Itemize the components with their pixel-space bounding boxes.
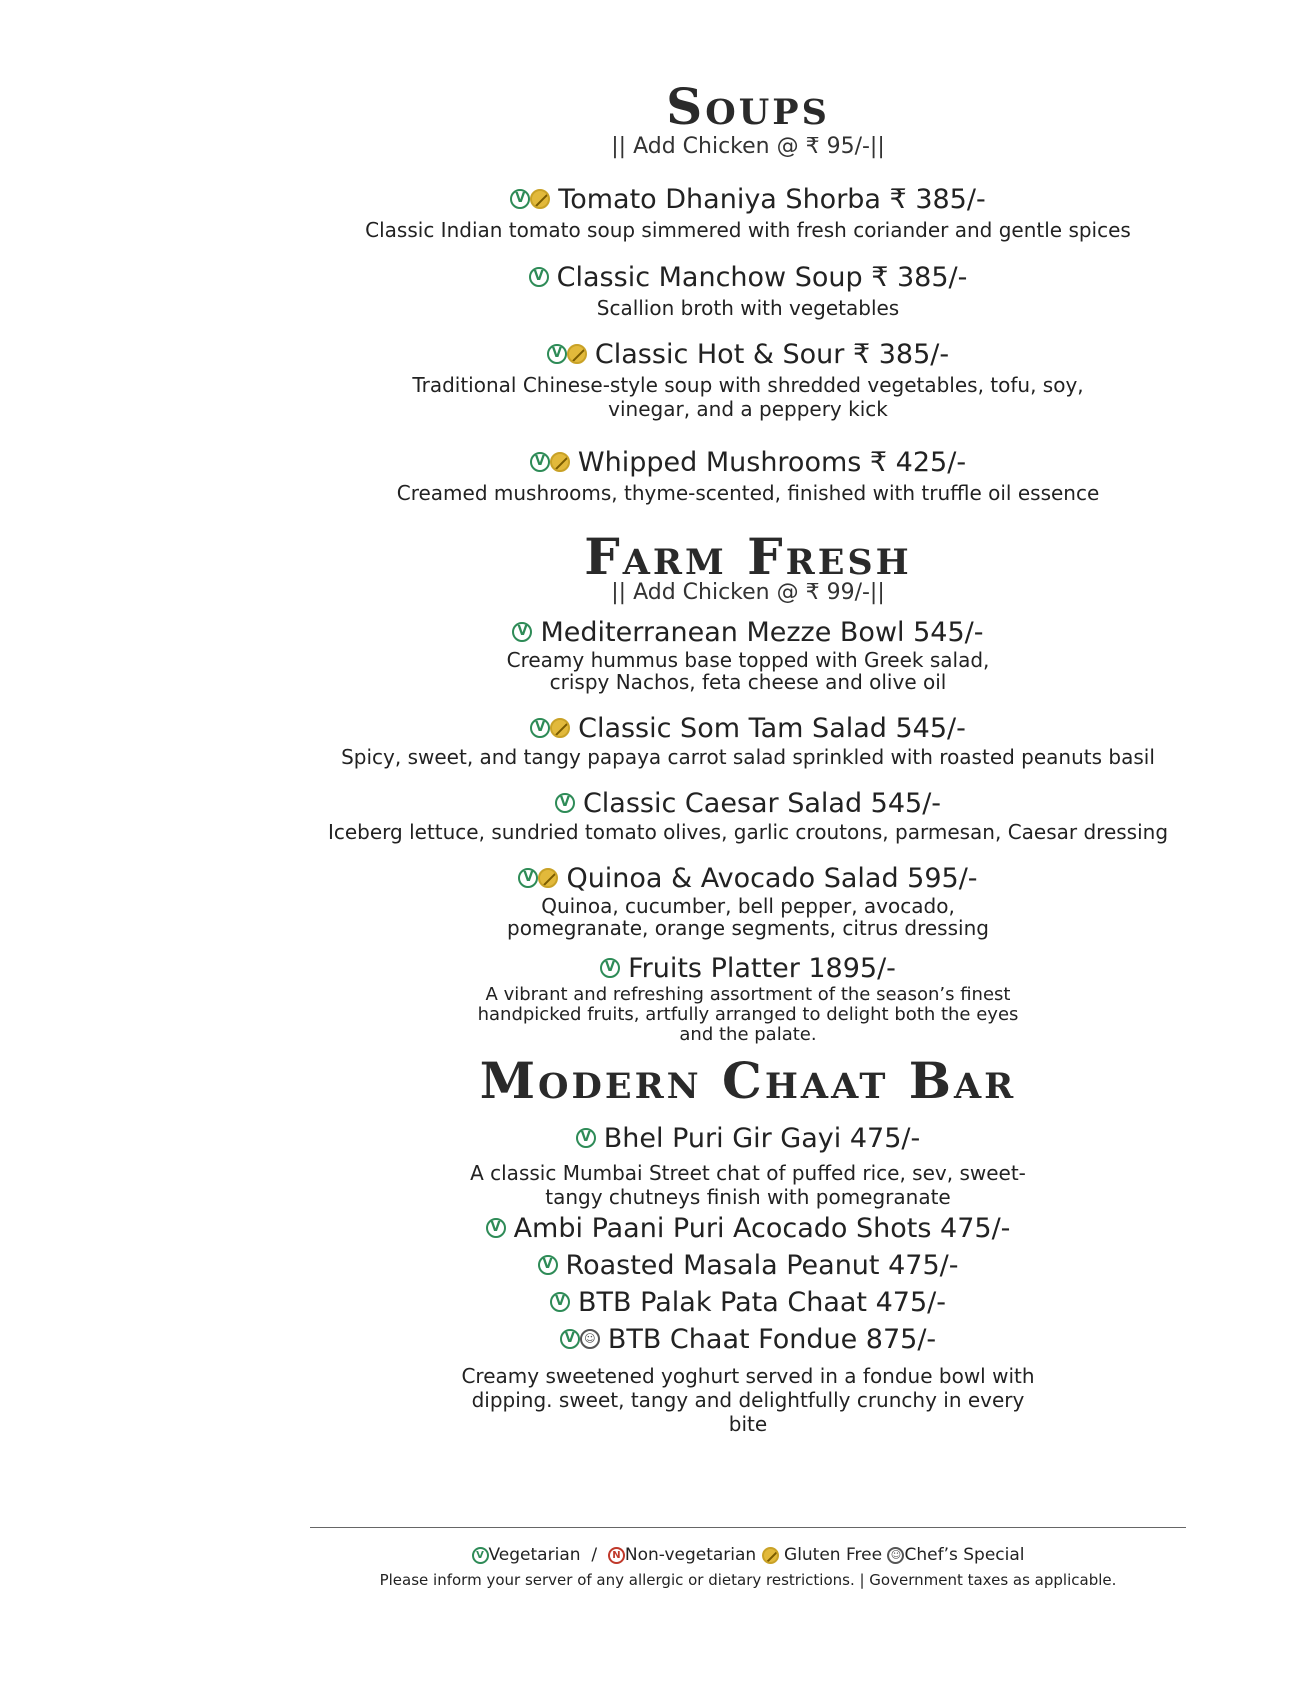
item-description: Classic Indian tomato soup simmered with fresh coriander and gentle spices [365,218,1131,242]
legend [310,1545,1186,1565]
item-name: Fruits Platter 1895/- [628,953,896,984]
item-name: Bhel Puri Gir Gayi 475/- [603,1123,921,1154]
item-description: Traditional Chinese-style soup with shredded vegetables, tofu, soy, vinegar, and a peppery kick [412,373,1084,421]
section-title-modern-chaat-bar: Modern Chaat Bar [479,1051,1017,1110]
gluten-free-icon [550,452,570,472]
item-name: Roasted Masala Peanut 475/- [565,1250,959,1281]
item-name: Ambi Paani Puri Acocado Shots 475/- [513,1213,1011,1244]
gluten-free-icon [530,189,550,209]
legend-vegetarian: Vegetarian [488,1545,581,1565]
vegetarian-icon: V [530,452,550,472]
vegetarian-icon: V [547,344,567,364]
dietary-note: Please inform your server of any allergic or dietary restrictions. | Government taxes as applicable. [379,1571,1117,1589]
menu-item [310,790,1186,844]
vegetarian-icon: V [512,622,532,642]
vegetarian-icon: V [472,1547,489,1564]
vegetarian-icon: V [576,1128,596,1148]
item-name: Whipped Mushrooms ₹ 425/- [577,447,967,478]
non-vegetarian-icon: N [608,1547,625,1564]
item-name: Mediterranean Mezze Bowl 545/- [540,617,984,648]
legend-gluten-free: Gluten Free [784,1545,883,1565]
item-description: Spicy, sweet, and tangy papaya carrot salad sprinkled with roasted peanuts basil [341,745,1155,769]
item-name: Classic Hot & Sour ₹ 385/- [594,339,950,370]
vegetarian-icon: V [560,1329,580,1349]
item-name: Classic Som Tam Salad 545/- [578,713,966,744]
section-title-soups: Soups [666,77,830,136]
vegetarian-icon: V [600,958,620,978]
vegetarian-icon: V [518,868,538,888]
item-description: A vibrant and refreshing assortment of the season’s finest handpicked fruits, artfully arranged to delight both the eyes and the palate. [477,984,1019,1045]
menu-item [310,1252,1186,1280]
item-description: A classic Mumbai Street chat of puffed rice, sev, sweet-tangy chutneys finish with pomegranate [470,1161,1026,1209]
item-description: Creamy sweetened yoghurt served in a fondue bowl with dipping. sweet, tangy and delightfully crunchy in every bite [461,1364,1035,1436]
legend-non-vegetarian: Non-vegetarian [624,1545,757,1565]
section-title-farm-fresh: Farm Fresh [584,527,912,586]
item-description: Iceberg lettuce, sundried tomato olives, garlic croutons, parmesan, Caesar dressing [327,820,1169,844]
menu-item [310,1289,1186,1317]
item-description: Creamed mushrooms, thyme-scented, finished with truffle oil essence [396,481,1100,505]
vegetarian-icon: V [555,793,575,813]
item-name: BTB Palak Pata Chaat 475/- [578,1287,946,1318]
menu-item [310,1215,1186,1243]
legend-chefs-special: Chef’s Special [904,1545,1025,1565]
gluten-free-icon [762,1547,779,1564]
menu-item [310,619,1186,693]
item-name: Classic Caesar Salad 545/- [582,788,942,819]
item-name: Quinoa & Avocado Salad 595/- [566,863,978,894]
vegetarian-icon: V [530,718,550,738]
item-name: BTB Chaat Fondue 875/- [607,1324,937,1355]
farm-fresh-subtitle: || Add Chicken @ ₹ 99/-|| [611,580,885,605]
menu-item [310,341,1186,421]
vegetarian-icon: V [529,267,549,287]
footer [310,1545,1186,1589]
vegetarian-icon: V [538,1255,558,1275]
menu-item [310,715,1186,769]
soups-subtitle: || Add Chicken @ ₹ 95/-|| [611,134,885,159]
item-description: Scallion broth with vegetables [596,296,900,320]
menu-item [310,865,1186,939]
chefs-special-icon: ☺ [887,1547,904,1564]
gluten-free-icon [550,718,570,738]
menu-item [310,264,1186,320]
item-name: Classic Manchow Soup ₹ 385/- [556,262,968,293]
menu-item [310,449,1186,505]
chefs-special-icon: ☺ [580,1329,600,1349]
menu-item [310,1125,1186,1209]
item-description: Quinoa, cucumber, bell pepper, avocado, pomegranate, orange segments, citrus dressing [507,894,989,940]
gluten-free-icon [538,868,558,888]
divider [310,1527,1186,1528]
menu-item [310,1326,1186,1436]
gluten-free-icon [567,344,587,364]
legend-separator: / [591,1545,598,1565]
menu-item [310,186,1186,242]
vegetarian-icon: V [510,189,530,209]
vegetarian-icon: V [486,1218,506,1238]
menu-item [310,955,1186,1045]
item-description: Creamy hummus base topped with Greek salad, crispy Nachos, feta cheese and olive oil [506,648,990,694]
vegetarian-icon: V [550,1292,570,1312]
item-name: Tomato Dhaniya Shorba ₹ 385/- [558,184,986,215]
